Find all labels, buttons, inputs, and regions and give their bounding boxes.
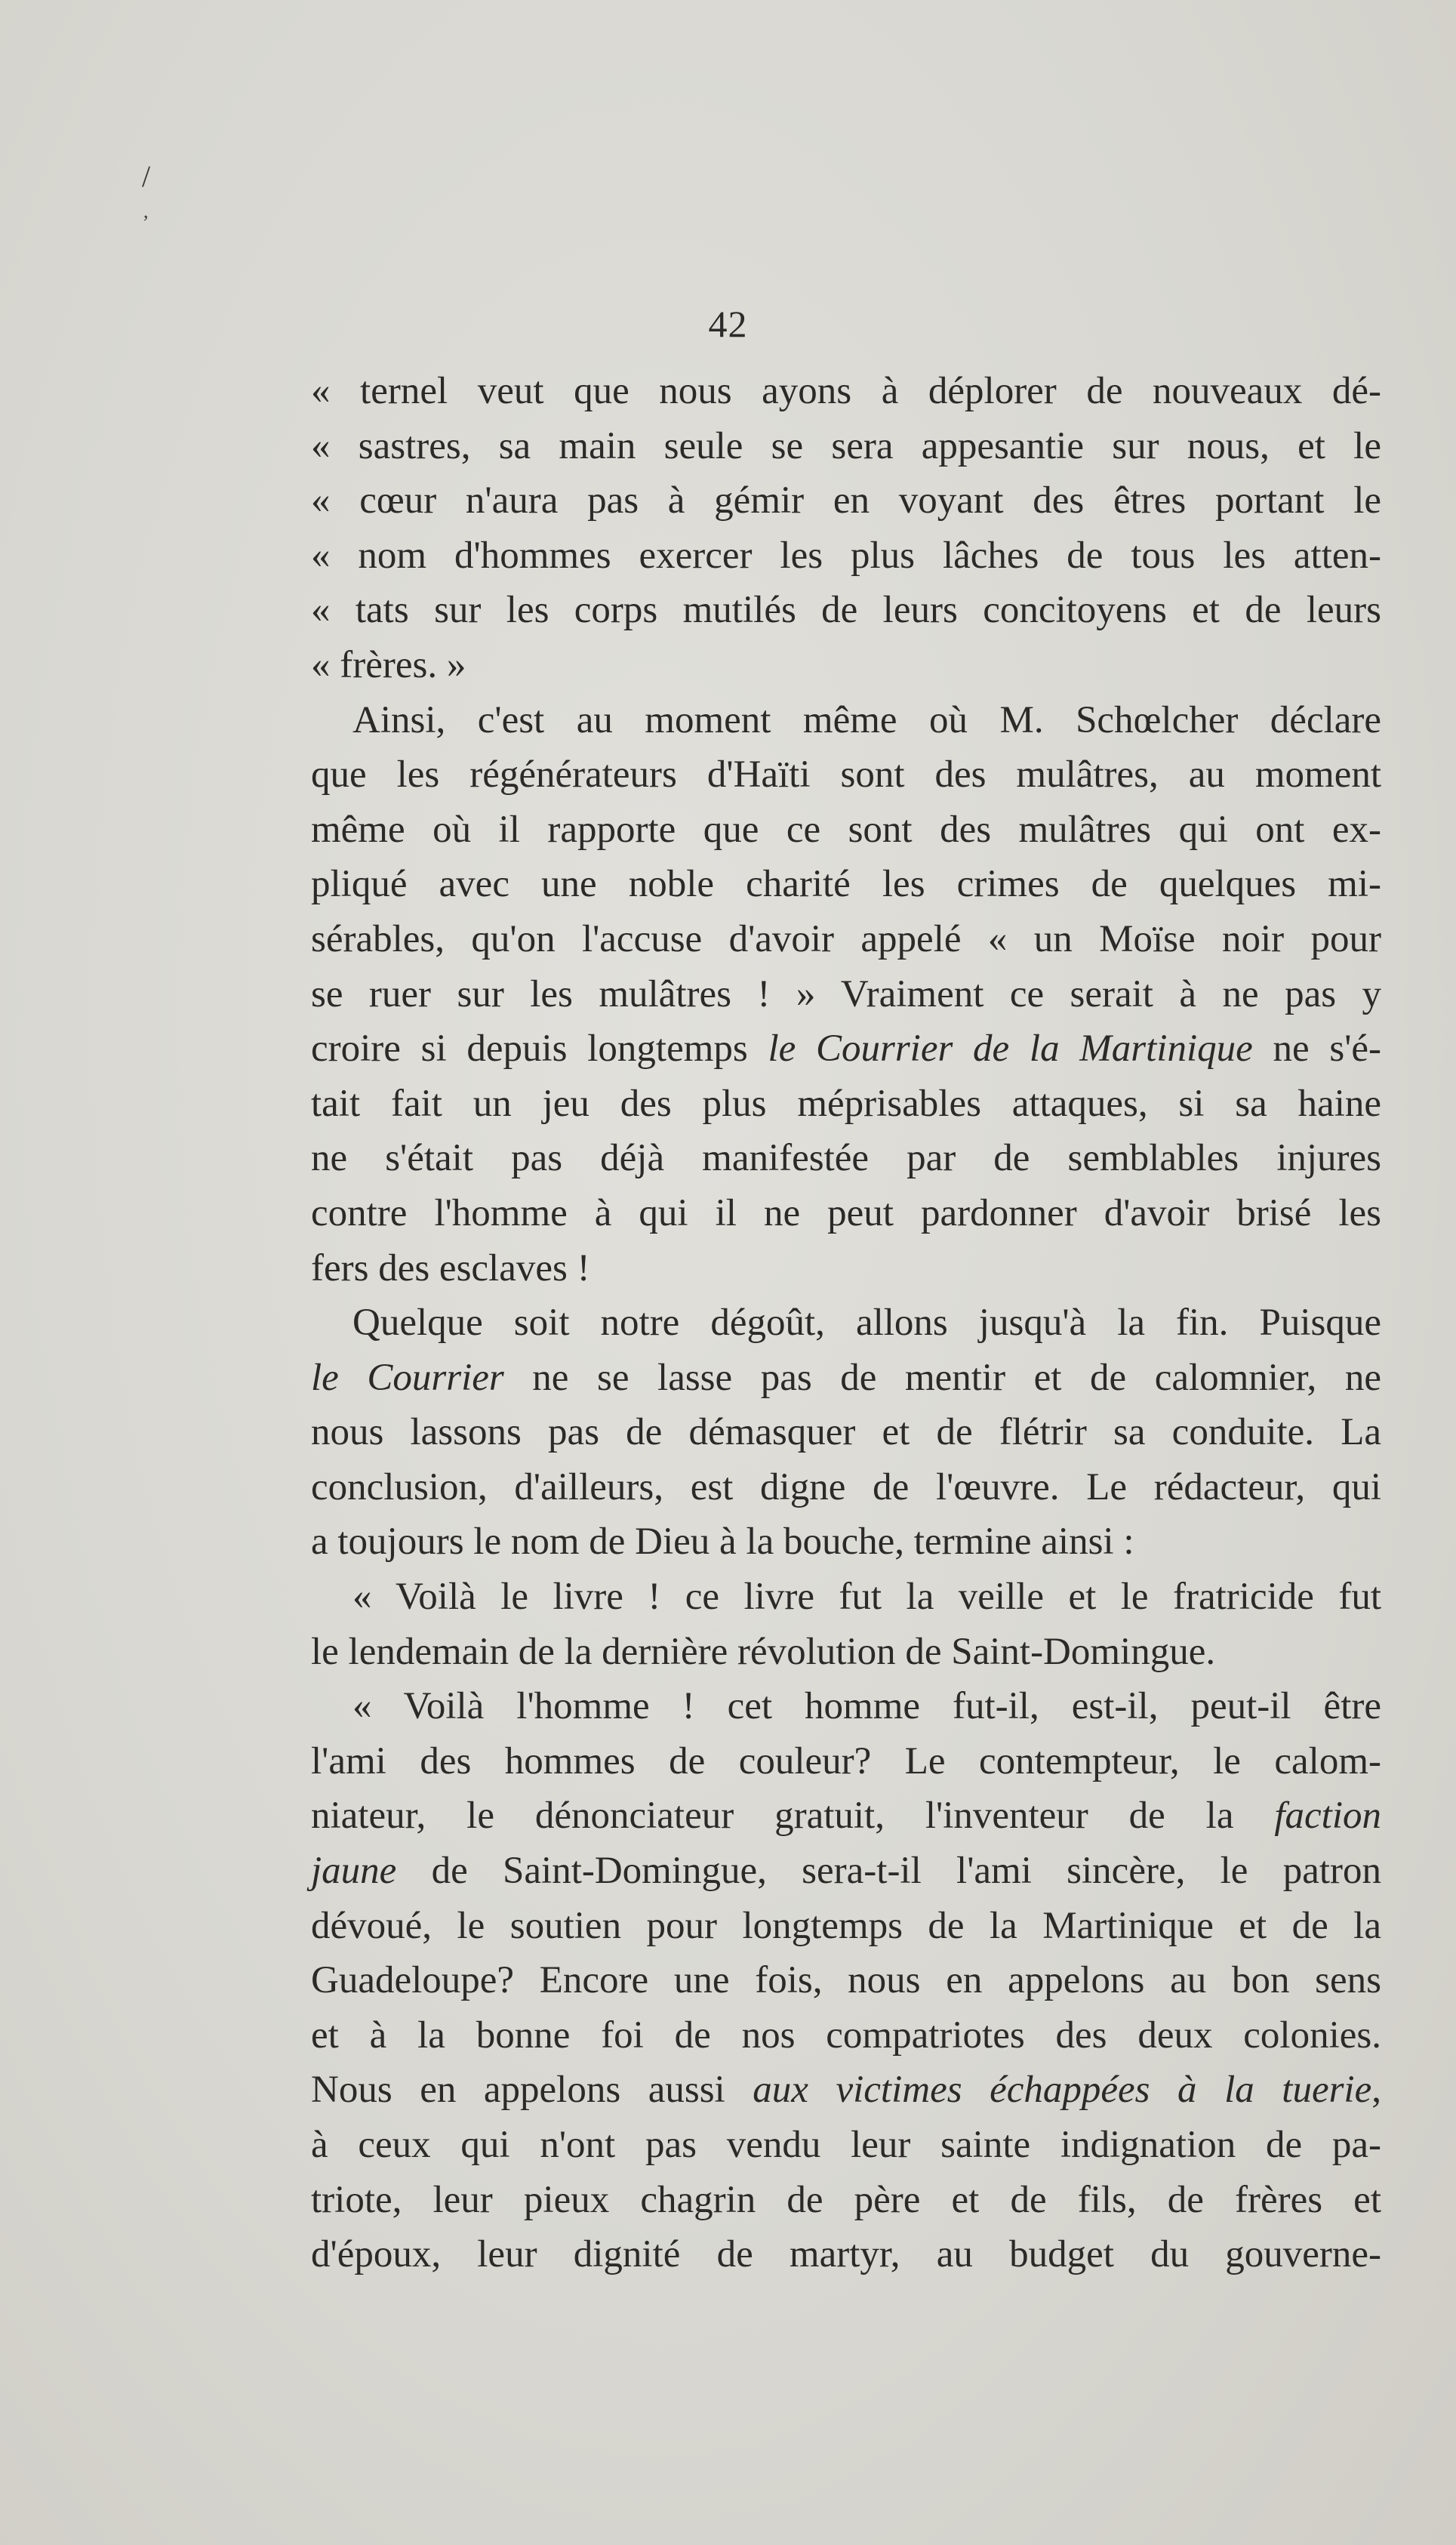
text-segment: ne s'é- [1252,1028,1382,1071]
text-line: dévoué, le soutien pour longtemps de la Martinique et de la [311,1904,1381,1947]
text-segment: de Saint-Domingue, sera-t-il l'ami sincère, le patron [396,1850,1381,1893]
text-line: « Voilà l'homme ! cet homme fut-il, est-il, peut-il être [352,1685,1381,1728]
page-number: 42 [708,303,748,345]
text-line: l'ami des hommes de couleur? Le contempteur, le calom- [311,1739,1381,1782]
text-line: « ternel veut que nous ayons à déplorer de nouveaux dé- [311,370,1381,412]
text-line [311,2063,1381,2118]
text-line: ne s'était pas déjà manifestée par de semblables injures [311,1137,1381,1180]
text-line: Ainsi, c'est au moment même où M. Schœlcher déclare [352,698,1381,741]
text-line: « frères. » [311,643,466,686]
text-line: nous lassons pas de démasquer et de flétrir sa conduite. La [311,1411,1381,1454]
text-line: sérables, qu'on l'accuse d'avoir appelé « un Moïse noir pour [311,917,1381,960]
text-line [311,1844,1381,1899]
text-segment: niateur, le dénonciateur gratuit, l'inventeur de la [311,1795,1275,1838]
margin-mark: , [143,200,149,222]
text-segment: Nous en appelons aussi [311,2069,753,2112]
text-line: tait fait un jeu des plus méprisables attaques, si sa haine [311,1082,1381,1125]
text-line [311,1351,1381,1406]
text-line: se ruer sur les mulâtres ! » Vraiment ce serait à ne pas y [311,972,1381,1015]
margin-mark: / [142,159,151,193]
text-segment: croire si depuis longtemps [311,1028,768,1071]
text-segment: , [1371,2069,1381,2112]
text-line: que les régénérateurs d'Haïti sont des mulâtres, au moment [311,753,1381,796]
text-line: a toujours le nom de Dieu à la bouche, termine ainsi : [311,1521,1134,1564]
text-line: « Voilà le livre ! ce livre fut la veille et le fratricide fut [352,1576,1381,1619]
text-line: « sastres, sa main seule se sera appesantie sur nous, et le [311,424,1381,467]
text-line [311,1021,1381,1077]
italic-segment: faction [1274,1795,1381,1838]
text-line: « cœur n'aura pas à gémir en voyant des êtres portant le [311,479,1381,522]
text-line: « tats sur les corps mutilés de leurs concitoyens et de leurs [311,589,1381,632]
text-line: contre l'homme à qui il ne peut pardonner d'avoir brisé les [311,1191,1381,1234]
text-line: fers des esclaves ! [311,1246,590,1289]
text-segment: ne se lasse pas de mentir et de calomnier, ne [503,1356,1381,1399]
text-line: Guadeloupe? Encore une fois, nous en appelons au bon sens [311,1959,1381,2002]
text-line: le lendemain de la dernière révolution de Saint-Domingue. [311,1630,1216,1673]
italic-segment: aux victimes échappées à la tuerie [753,2069,1372,2112]
italic-segment: le Courrier de la Martinique [768,1028,1253,1071]
italic-segment: le Courrier [311,1356,504,1399]
text-line: et à la bonne foi de nos compatriotes des deux colonies. [311,2014,1381,2057]
text-line: « nom d'hommes exercer les plus lâches de tous les atten- [311,534,1381,577]
italic-segment: jaune [311,1850,397,1893]
text-line [311,1789,1381,1844]
text-line: pliqué avec une noble charité les crimes de quelques mi- [311,863,1381,906]
body-text [311,364,1381,2282]
text-line: même où il rapporte que ce sont des mulâtres qui ont ex- [311,808,1381,851]
text-line: conclusion, d'ailleurs, est digne de l'œuvre. Le rédacteur, qui [311,1465,1381,1508]
text-line: d'époux, leur dignité de martyr, au budget du gouverne- [311,2233,1381,2276]
text-line: à ceux qui n'ont pas vendu leur sainte indignation de pa- [311,2124,1381,2166]
text-line: Quelque soit notre dégoût, allons jusqu'à la fin. Puisque [352,1302,1381,1345]
text-line: triote, leur pieux chagrin de père et de fils, de frères et [311,2178,1381,2221]
